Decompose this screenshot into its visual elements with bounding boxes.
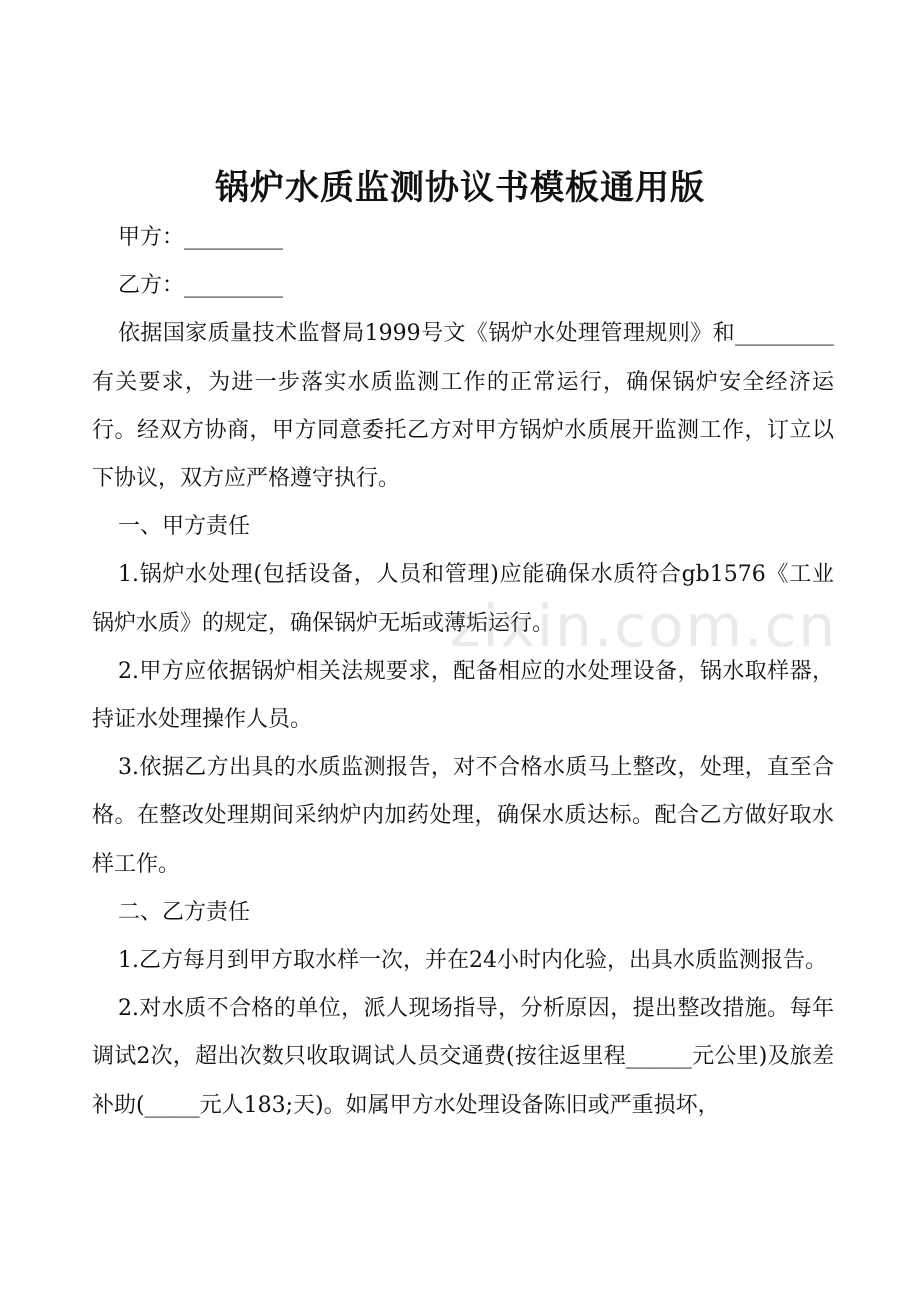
section-b-heading: 二、乙方责任 [118,899,251,925]
section-a-heading: 一、甲方责任 [118,514,251,540]
document-body [92,214,834,1130]
party-a-line: 甲方：_________ [118,225,284,250]
watermark-logo: zixin.com.cn [450,592,838,660]
party-b-line: 乙方：_________ [118,273,284,299]
section-a-item-3: 3.依据乙方出具的水质监测报告，对不合格水质马上整改，处理，直至合格。在整改处理期间采纳炉内加药处理，确保水质达标。配合乙方做好取水样工作。 [92,755,834,877]
document-title: 锅炉水质监测协议书模板通用版 [215,168,705,208]
section-b-item-2: 2.对水质不合格的单位，派人现场指导，分析原因，提出整改措施。每年调试2次，超出次数只收取调试人员交通费(按往返里程______元公里)及旅差补助(_____元人183;天)。如属甲方水处理设备陈旧或严重损坏， [92,996,834,1118]
section-b-item-1: 1.乙方每月到甲方取水样一次，并在24小时内化验，出具水质监测报告。 [118,948,827,974]
section-a-item-1: 1.锅炉水处理(包括设备，人员和管理)应能确保水质符合gb1576《工业锅炉水质》的规定，确保锅炉无垢或薄垢运行。 [92,562,834,636]
intro-paragraph: 依据国家质量技术监督局1999号文《锅炉水处理管理规则》和_________有关要求，为进一步落实水质监测工作的正常运行，确保锅炉安全经济运行。经双方协商，甲方同意委托乙方对甲方锅炉水质展开监测工作，订立以下协议，双方应严格遵守执行。 [92,321,834,492]
section-a-item-2: 2.甲方应依据锅炉相关法规要求，配备相应的水处理设备，锅水取样器，持证水处理操作人员。 [92,658,834,733]
